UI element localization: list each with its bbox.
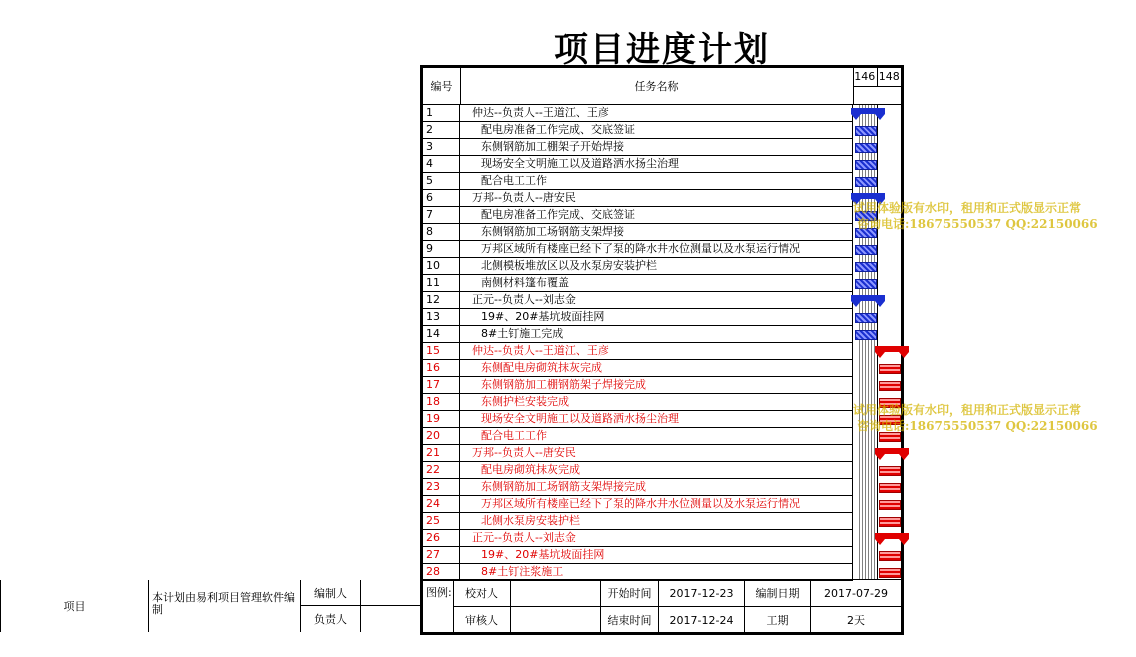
- summary-bar[interactable]: [851, 193, 885, 199]
- task-name: 东侧钢筋加工场钢筋支架焊接完成: [460, 479, 853, 495]
- task-bar[interactable]: [855, 262, 877, 272]
- task-number: 5: [423, 173, 460, 189]
- task-number: 2: [423, 122, 460, 138]
- task-number: 26: [423, 530, 460, 546]
- task-number: 25: [423, 513, 460, 529]
- task-name: 正元--负责人--刘志金: [460, 530, 853, 546]
- task-name: 南侧材料篷布覆盖: [460, 275, 853, 291]
- task-number: 3: [423, 139, 460, 155]
- task-row[interactable]: [423, 207, 853, 224]
- task-name: 现场安全文明施工以及道路洒水扬尘治理: [460, 411, 853, 427]
- header-task-name: 任务名称: [460, 68, 854, 105]
- task-number: 4: [423, 156, 460, 172]
- task-row[interactable]: [423, 530, 853, 547]
- owner-label: 负责人: [300, 606, 360, 632]
- task-row[interactable]: [423, 479, 853, 496]
- task-number: 14: [423, 326, 460, 342]
- gantt-gridline: [877, 105, 878, 579]
- reviewer-label: 审核人: [453, 607, 511, 633]
- task-name: 万邦区域所有楼座已经下了泵的降水井水位测量以及水泵运行情况: [460, 241, 853, 257]
- task-row[interactable]: [423, 309, 853, 326]
- task-name: 北侧模板堆放区以及水泵房安装护栏: [460, 258, 853, 274]
- task-name: 东侧钢筋加工棚钢筋架子焊接完成: [460, 377, 853, 393]
- task-bar[interactable]: [879, 500, 901, 510]
- task-number: 21: [423, 445, 460, 461]
- task-number: 8: [423, 224, 460, 240]
- task-row[interactable]: [423, 445, 853, 462]
- task-name: 仲达--负责人--王道江、王彦: [460, 105, 853, 121]
- task-name: 东侧钢筋加工棚架子开始焊接: [460, 139, 853, 155]
- end-label: 结束时间: [601, 607, 659, 633]
- task-name: 正元--负责人--刘志金: [460, 292, 853, 308]
- task-number: 7: [423, 207, 460, 223]
- task-number: 12: [423, 292, 460, 308]
- task-row[interactable]: [423, 411, 853, 428]
- task-bar[interactable]: [855, 245, 877, 255]
- task-row[interactable]: [423, 156, 853, 173]
- task-row[interactable]: [423, 496, 853, 513]
- task-number: 6: [423, 190, 460, 206]
- task-row[interactable]: [423, 173, 853, 190]
- summary-bar[interactable]: [875, 533, 909, 539]
- watermark: 试用体验版有水印，租用和正式版显示正常 咨询电话:18675550537 QQ:22150066: [853, 201, 1098, 231]
- task-row[interactable]: [423, 547, 853, 564]
- task-name: 仲达--负责人--王道江、王彦: [460, 343, 853, 359]
- owner-value[interactable]: [360, 606, 420, 632]
- task-name: 8#土钉注浆施工: [460, 564, 853, 580]
- project-label: 项目: [0, 580, 148, 632]
- task-name: 北侧水泵房安装护栏: [460, 513, 853, 529]
- task-row[interactable]: [423, 394, 853, 411]
- task-row[interactable]: [423, 360, 853, 377]
- software-note: 本计划由易利项目管理软件编制: [148, 580, 300, 632]
- task-number: 15: [423, 343, 460, 359]
- task-row[interactable]: [423, 224, 853, 241]
- task-row[interactable]: [423, 377, 853, 394]
- duration-value: 2天: [847, 614, 865, 627]
- task-name: 19#、20#基坑坡面挂网: [460, 547, 853, 563]
- task-row[interactable]: [423, 122, 853, 139]
- task-number: 19: [423, 411, 460, 427]
- editor-label: 编制人: [300, 580, 360, 606]
- task-name: 东侧配电房砌筑抹灰完成: [460, 360, 853, 376]
- compiled-date-label: 编制日期: [745, 580, 811, 606]
- task-bar[interactable]: [879, 466, 901, 476]
- task-bar[interactable]: [855, 313, 877, 323]
- start-label: 开始时间: [601, 580, 659, 606]
- duration-label: 工期: [745, 607, 811, 633]
- task-row[interactable]: [423, 190, 853, 207]
- checker-value[interactable]: [511, 580, 601, 606]
- task-bar[interactable]: [879, 483, 901, 493]
- task-bar[interactable]: [855, 279, 877, 289]
- compiled-date-value: 2017-07-29: [824, 586, 888, 600]
- task-row[interactable]: [423, 292, 853, 309]
- schedule-table: [420, 65, 904, 635]
- header-number: 编号: [423, 68, 461, 105]
- task-name: 配电房准备工作完成、交底签证: [460, 207, 853, 223]
- task-number: 16: [423, 360, 460, 376]
- start-value: 2017-12-23: [659, 580, 745, 606]
- task-number: 13: [423, 309, 460, 325]
- task-number: 1: [423, 105, 460, 121]
- task-bar[interactable]: [855, 177, 877, 187]
- task-name: 东侧护栏安装完成: [460, 394, 853, 410]
- task-number: 24: [423, 496, 460, 512]
- task-name: 现场安全文明施工以及道路洒水扬尘治理: [460, 156, 853, 172]
- task-number: 11: [423, 275, 460, 291]
- editor-value[interactable]: [360, 580, 420, 606]
- summary-bar[interactable]: [875, 346, 909, 352]
- day-label: 146: [854, 70, 876, 83]
- task-row[interactable]: [423, 258, 853, 275]
- task-row[interactable]: [423, 326, 853, 343]
- task-number: 10: [423, 258, 460, 274]
- task-row[interactable]: [423, 241, 853, 258]
- task-name: 万邦区域所有楼座已经下了泵的降水井水位测量以及水泵运行情况: [460, 496, 853, 512]
- task-bar[interactable]: [855, 160, 877, 170]
- task-number: 17: [423, 377, 460, 393]
- task-row[interactable]: [423, 343, 853, 360]
- task-bar[interactable]: [855, 126, 877, 136]
- task-number: 9: [423, 241, 460, 257]
- task-number: 28: [423, 564, 460, 580]
- task-bar[interactable]: [855, 330, 877, 340]
- task-bar[interactable]: [879, 381, 901, 391]
- task-bar[interactable]: [879, 551, 901, 561]
- signature-block: [0, 580, 420, 632]
- watermark: 试用体验版有水印，租用和正式版显示正常 咨询电话:18675550537 QQ:22150066: [853, 403, 1098, 433]
- task-name: 配电房砌筑抹灰完成: [460, 462, 853, 478]
- task-row[interactable]: [423, 462, 853, 479]
- task-number: 27: [423, 547, 460, 563]
- task-name: 配合电工工作: [460, 173, 853, 189]
- task-number: 18: [423, 394, 460, 410]
- task-row[interactable]: [423, 105, 853, 122]
- task-row[interactable]: [423, 428, 853, 445]
- task-row[interactable]: [423, 139, 853, 156]
- reviewer-value[interactable]: [511, 607, 601, 633]
- summary-bar[interactable]: [851, 108, 885, 114]
- summary-bar[interactable]: [851, 295, 885, 301]
- task-number: 20: [423, 428, 460, 444]
- page-title: 项目进度计划: [554, 30, 770, 70]
- task-name: 19#、20#基坑坡面挂网: [460, 309, 853, 325]
- task-name: 配电房准备工作完成、交底签证: [460, 122, 853, 138]
- summary-bar[interactable]: [875, 448, 909, 454]
- task-bar[interactable]: [879, 568, 901, 578]
- task-number: 23: [423, 479, 460, 495]
- checker-label: 校对人: [453, 580, 511, 606]
- task-name: 8#土钉施工完成: [460, 326, 853, 342]
- task-bar[interactable]: [879, 517, 901, 527]
- task-name: 万邦--负责人--唐安民: [460, 190, 853, 206]
- gantt-chart: [853, 105, 901, 579]
- task-number: 22: [423, 462, 460, 478]
- task-bar[interactable]: [879, 364, 901, 374]
- task-name: 配合电工工作: [460, 428, 853, 444]
- end-value: 2017-12-24: [659, 607, 745, 633]
- day-label: 148: [877, 68, 902, 86]
- legend-label: 图例:: [426, 586, 452, 599]
- task-name: 万邦--负责人--唐安民: [460, 445, 853, 461]
- task-name: 东侧钢筋加工场钢筋支架焊接: [460, 224, 853, 240]
- header-timeline: [853, 68, 901, 105]
- task-bar[interactable]: [855, 143, 877, 153]
- task-row[interactable]: [423, 275, 853, 292]
- task-row[interactable]: [423, 513, 853, 530]
- footer: [423, 579, 901, 633]
